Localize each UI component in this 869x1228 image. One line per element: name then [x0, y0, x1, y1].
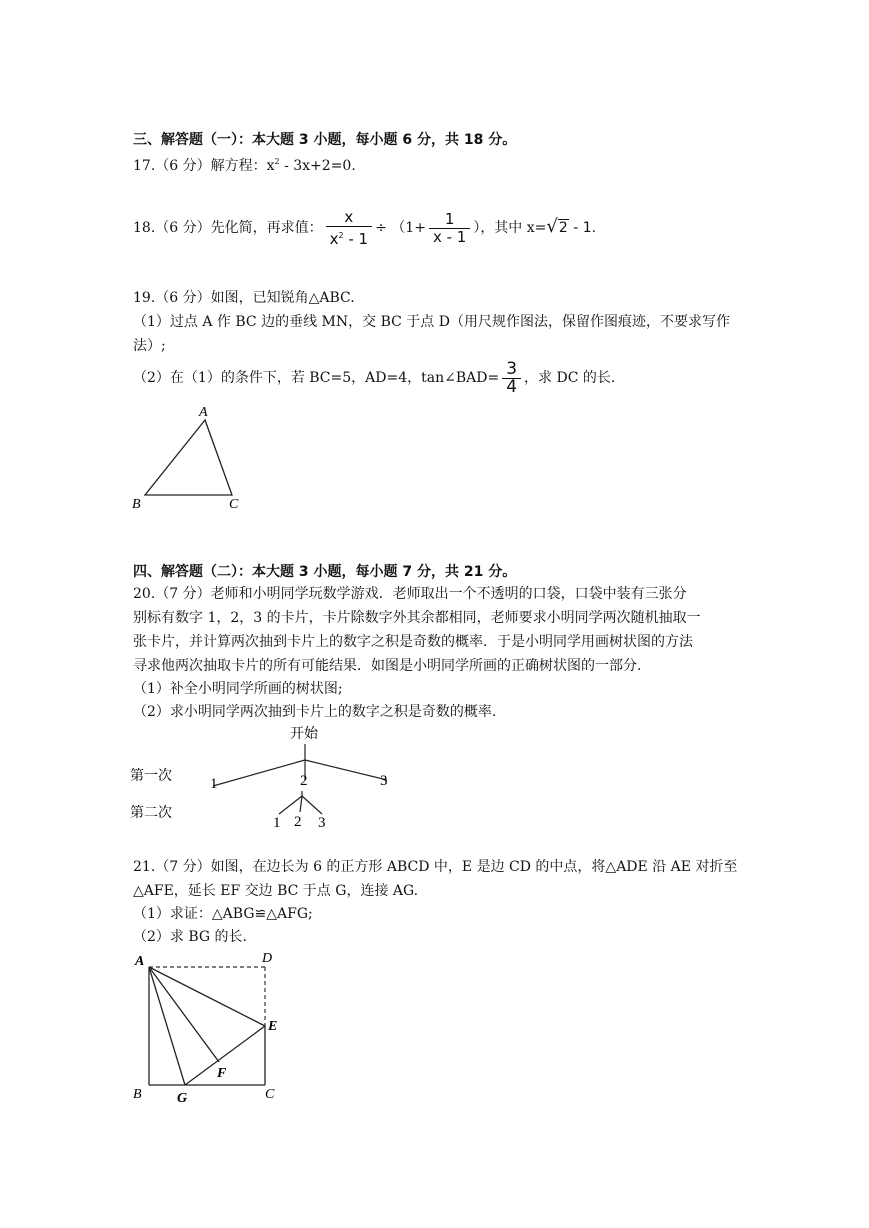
tree-second-node-3: 3: [318, 815, 326, 831]
q20-line-2: 别标有数字 1，2，3 的卡片，卡片除数字外其余都相同，老师要求小明同学两次随机抽取一: [133, 610, 701, 626]
q19-fraction: [502, 358, 521, 397]
q18-tail: - 1.: [568, 220, 597, 236]
triangle-abc: [145, 420, 232, 495]
q18-paren-close: ）: [473, 220, 481, 236]
q18-frac2-denominator: x - 1: [432, 227, 467, 246]
tree-sub-branch-3: [302, 796, 322, 814]
tree-second-label: 第二次: [130, 805, 172, 821]
q19-line4-prefix: （2）在（1）的条件下，若 BC=5，AD=4，tan∠BAD=: [133, 370, 500, 386]
q20-line-3: 张卡片，并计算两次抽到卡片上的数字之积是奇数的概率．于是小明同学用画树状图的方法: [133, 634, 693, 650]
tree-second-node-2: 2: [294, 814, 302, 830]
tree-second-node-1: 1: [273, 815, 281, 831]
q18-sqrt: √2: [546, 216, 568, 237]
q18-frac1-denominator: $x^2 - 1$: [329, 229, 369, 248]
q18-fraction-1: [326, 209, 372, 248]
section3-header: 三、解答题（一）：本大题 3 小题，每小题 6 分，共 18 分。: [133, 132, 517, 148]
q20-line-5: （1）补全小明同学所画的树状图;: [133, 681, 343, 697]
q20-tree-diagram: [125, 718, 405, 833]
q17-prefix: 17.（6 分）解方程：x: [133, 158, 275, 174]
q18-frac1-numerator: x: [326, 209, 372, 227]
q18-divide-sign: ÷: [375, 220, 387, 236]
q19-line-4: [133, 356, 615, 400]
label-d: D: [262, 951, 273, 966]
q20-line-6: （2）求小明同学两次抽到卡片上的数字之积是奇数的概率.: [133, 704, 497, 720]
segment-ag: [149, 967, 185, 1085]
q17-suffix: - 3x+2=0.: [279, 158, 356, 174]
tree-start-label: 开始: [290, 726, 318, 742]
q18-prefix: 18.（6 分）先化简，再求值：: [133, 220, 323, 236]
q18-sqrt-radicand: 2: [558, 220, 568, 236]
tree-first-label: 第一次: [130, 768, 172, 784]
label-b: B: [133, 1087, 142, 1102]
q17-exponent: 2: [274, 157, 280, 166]
q19-frac-numerator: 3: [502, 361, 521, 379]
q19-triangle-figure: [125, 400, 255, 515]
q21-line-1: 21.（7 分）如图，在边长为 6 的正方形 ABCD 中，E 是边 CD 的中点，将△ADE 沿 AE 对折至: [133, 859, 738, 875]
q20-line-1: 20.（7 分）老师和小明同学玩数学游戏．老师取出一个不透明的口袋，口袋中装有三张分: [133, 586, 687, 602]
q21-line-3: （1）求证：△ABG≌△AFG;: [133, 906, 313, 922]
question-17: [133, 153, 356, 175]
label-e: E: [268, 1019, 278, 1034]
q18-where: ，其中 x=: [480, 220, 547, 236]
q18-fraction-2: [429, 211, 470, 246]
tree-first-node-3: 3: [380, 773, 388, 789]
label-a: A: [199, 405, 208, 420]
q21-square-figure: [125, 945, 295, 1110]
tree-first-node-1: 1: [210, 776, 218, 792]
label-a: A: [135, 954, 145, 969]
label-f: F: [217, 1066, 227, 1081]
label-c: C: [229, 497, 239, 512]
tree-branch-3: [305, 760, 387, 780]
label-b: B: [132, 497, 141, 512]
tree-sub-branch-2: [300, 796, 302, 812]
tree-first-node-2: 2: [300, 773, 308, 789]
q20-line-4: 寻求他两次抽取卡片的所有可能结果．如图是小明同学所画的正确树状图的一部分.: [133, 658, 642, 674]
segment-ae: [149, 967, 265, 1026]
tree-sub-branch-1: [279, 796, 302, 814]
q21-line-2: △AFE，延长 EF 交边 BC 于点 G，连接 AG.: [133, 883, 419, 899]
segment-af: [149, 967, 219, 1062]
q18-paren-open: （1+: [391, 220, 426, 236]
q19-line-3: 法）;: [133, 338, 166, 354]
q19-line-1: 19.（6 分）如图，已知锐角△ABC.: [133, 290, 355, 306]
question-18: [133, 205, 596, 250]
q19-line4-suffix: ，求 DC 的长.: [524, 370, 616, 386]
section4-header: 四、解答题（二）：本大题 3 小题，每小题 7 分，共 21 分。: [133, 564, 517, 580]
q19-frac-denominator: 4: [506, 376, 518, 397]
q18-frac2-numerator: 1: [429, 211, 470, 229]
tree-branch-1: [213, 760, 305, 786]
label-c: C: [265, 1087, 275, 1102]
q19-line-2: （1）过点 A 作 BC 边的垂线 MN，交 BC 于点 D（用尺规作图法，保留作图痕迹，不要求写作: [133, 314, 730, 330]
label-g: G: [177, 1091, 188, 1106]
q21-line-4: （2）求 BG 的长.: [133, 929, 247, 945]
